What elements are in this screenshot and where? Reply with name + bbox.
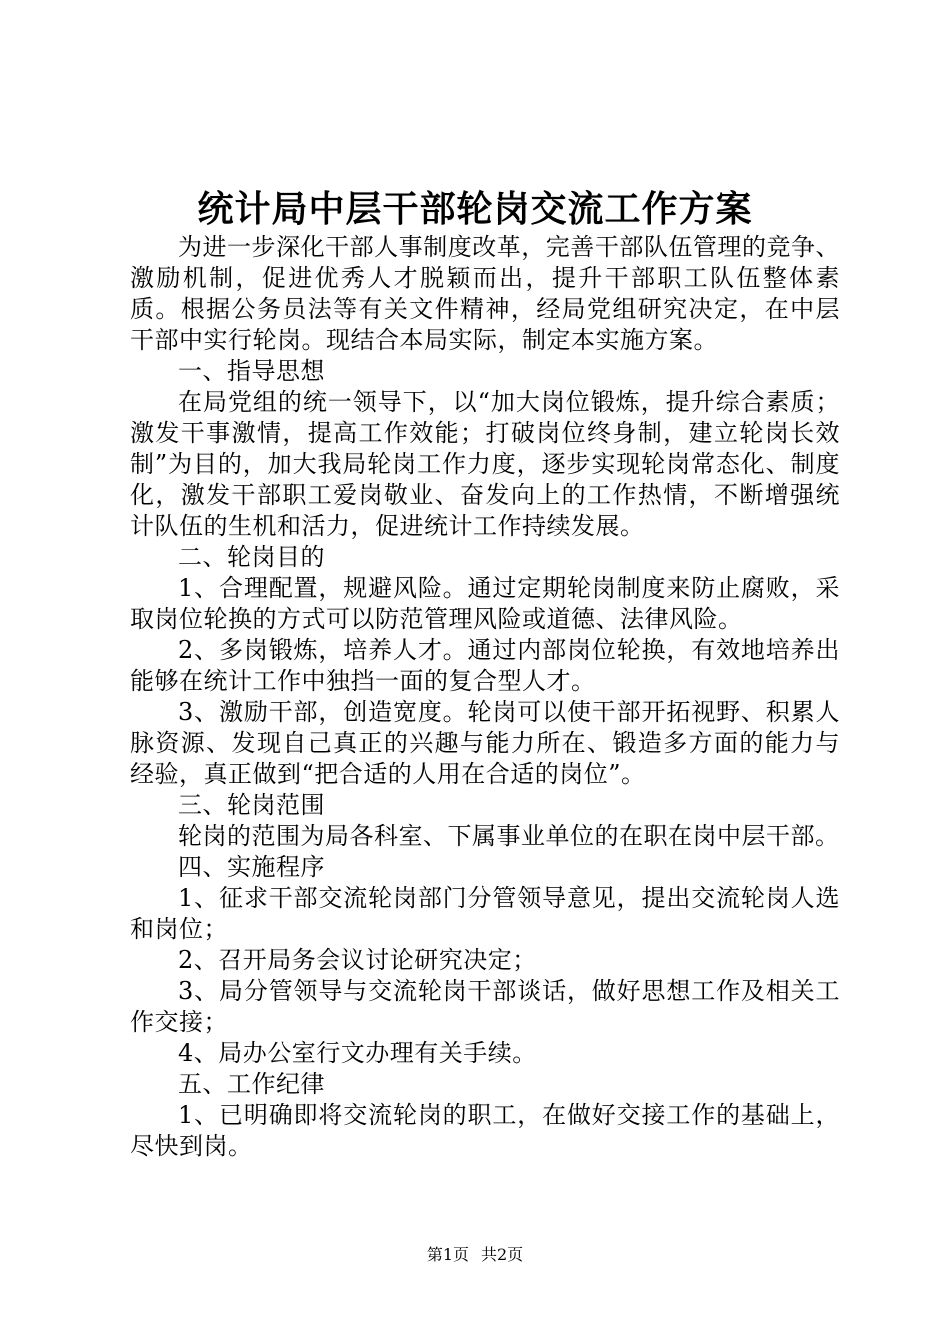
page-number: 第1页 — [426, 1245, 469, 1264]
page-footer — [0, 1244, 950, 1266]
document-body — [130, 232, 840, 1162]
list-item: 2、多岗锻炼，培养人才。通过内部岗位轮换，有效地培养出能够在统计工作中独挡一面的复合型人才。 — [130, 636, 840, 695]
section-heading: 三、轮岗范围 — [178, 791, 325, 819]
list-item: 1、合理配置，规避风险。通过定期轮岗制度来防止腐败，采取岗位轮换的方式可以防范管理风险或道德、法律风险。 — [130, 574, 840, 633]
section-heading: 五、工作纪律 — [178, 1070, 325, 1098]
list-item: 3、激励干部，创造宽度。轮岗可以使干部开拓视野、积累人脉资源、发现自己真正的兴趣与能力所在、锻造多方面的能力与经验，真正做到“把合适的人用在合适的岗位”。 — [130, 698, 840, 788]
list-item: 1、征求干部交流轮岗部门分管领导意见，提出交流轮岗人选和岗位； — [130, 884, 840, 943]
page-total: 共2页 — [481, 1245, 524, 1264]
section-heading: 四、实施程序 — [178, 853, 325, 881]
list-item: 3、局分管领导与交流轮岗干部谈话，做好思想工作及相关工作交接； — [130, 977, 840, 1036]
section-heading: 二、轮岗目的 — [178, 543, 325, 571]
intro-paragraph: 为进一步深化干部人事制度改革，完善干部队伍管理的竞争、激励机制，促进优秀人才脱颖而出，提升干部职工队伍整体素质。根据公务员法等有关文件精神，经局党组研究决定，在中层干部中实行轮岗。现结合本局实际，制定本实施方案。 — [130, 233, 840, 354]
list-item: 4、局办公室行文办理有关手续。 — [178, 1039, 537, 1067]
list-item: 1、已明确即将交流轮岗的职工，在做好交接工作的基础上，尽快到岗。 — [130, 1101, 840, 1160]
section-heading: 一、指导思想 — [178, 357, 325, 385]
body-paragraph: 在局党组的统一领导下，以“加大岗位锻炼，提升综合素质；激发干事激情，提高工作效能；打破岗位终身制，建立轮岗长效制”为目的，加大我局轮岗工作力度，逐步实现轮岗常态化、制度化，激发干部职工爱岗敬业、奋发向上的工作热情，不断增强统计队伍的生机和活力，促进统计工作持续发展。 — [130, 388, 840, 540]
list-item: 2、召开局务会议讨论研究决定； — [178, 946, 537, 974]
body-paragraph: 轮岗的范围为局各科室、下属事业单位的在职在岗中层干部。 — [178, 822, 840, 850]
document-title: 统计局中层干部轮岗交流工作方案 — [197, 188, 753, 230]
